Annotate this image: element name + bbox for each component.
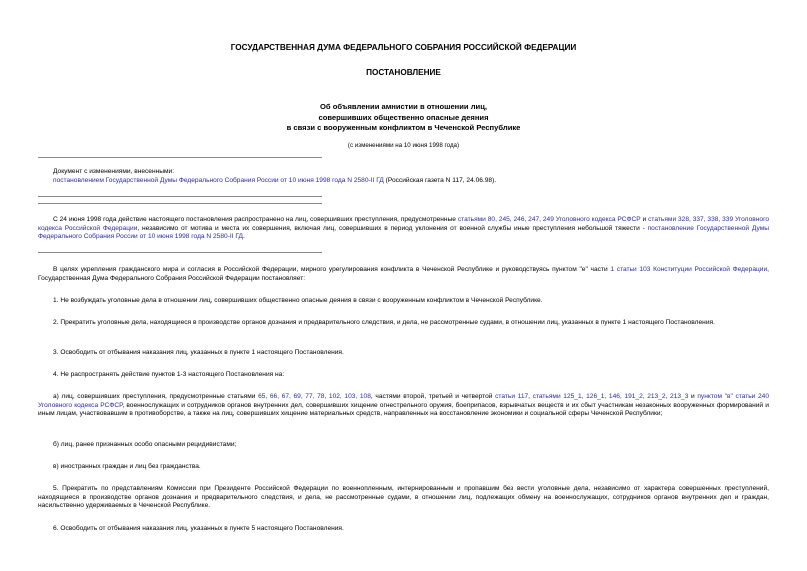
paragraph-4: 4. Не распространять действие пунктов 1-3 настоящего Постановления на:	[53, 371, 285, 378]
amendment-link[interactable]: постановление Государственной Думы Федерального Собрания России от 10 июня 1998 года N 2580-II ГД	[38, 224, 769, 241]
divider	[38, 196, 322, 197]
rf-articles-link[interactable]: статьями 328, 337, 338, 339 Уголовного кодекса Российской Федерации	[38, 216, 769, 232]
amendment-source: (Российская газета N 117, 24.06.98).	[383, 176, 497, 184]
amendment-link[interactable]: постановлением Государственной Думы Федерального Собрания России от 10 июня 1998 года N 2580-II ГД	[53, 176, 384, 184]
subparagraph-v: в) иностранных граждан и лиц без гражданства.	[53, 463, 201, 470]
constitution-link[interactable]: 1 статьи 103 Конституции Российской Федерации	[610, 266, 768, 273]
revision-note: (с изменениями на 10 июня 1998 года)	[347, 142, 460, 149]
extension-paragraph: С 24 июня 1998 года действие настоящего постановления распространено на лиц, совершивших преступления, предусмотренные статьями 80, 245, 246, 247, 249 Уголовного кодекса РСФСР и статьями 328, 337, 338, 339 Уголовного кодекса Российской Федерации, независимо от мотива и места их совершения, включая лиц, совершивших в период уклонения от военной службы иные преступления небольшой тяжести - постановление Государственной Думы Федерального Собрания России от 10 июня 1998 года N 2580-II ГД.	[38, 216, 769, 241]
articles-link[interactable]: статьями 125_1, 126_1, 146, 191_2, 213_2, 213_3	[532, 393, 689, 400]
document-type: ПОСТАНОВЛЕНИЕ	[366, 68, 441, 77]
subparagraph-b: б) лиц, ранее признанных особо опасными рецидивистами;	[53, 441, 237, 448]
articles-link[interactable]: 65, 66, 67, 69, 77, 78, 102, 103, 108	[258, 393, 371, 400]
article-240-link[interactable]: пунктом "в" статьи 240 Уголовного кодекса РСФСР	[38, 393, 769, 409]
preamble-paragraph: В целях укрепления гражданского мира и согласия в Российской Федерации, мирного урегулирования конфликта в Чеченской Республике и руководствуясь пунктом "е" части 1 статьи 103 Конституции Российской Федерации, Государственная Дума Федерального Собрания Российской Федерации постановляет:	[38, 266, 769, 282]
title-line: Об объявлении амнистии в отношении лиц,	[320, 102, 487, 111]
paragraph-5: 5. Прекратить по представлениям Комиссии при Президенте Российской Федерации по военнопленным, интернированным и пропавшим без вести уголовные дела, независимо от характера совершенных преступлений, находящиеся в производстве органов дознания и предварительного следствия, и дела, не рассмотренные судами, в отношении лиц, подлежащих обмену на военнослужащих, сотрудников органов внутренних дел и граждан, насильственно удерживаемых в Чеченской Республике.	[38, 485, 769, 510]
subparagraph-a: а) лиц, совершивших преступления, предусмотренные статьями 65, 66, 67, 69, 77, 78, 102, 103, 108, частями второй, третьей и четвертой статьи 117, статьями 125_1, 126_1, 146, 191_2, 213_2, 213_3 и пунктом "в" статьи 240 Уголовного кодекса РСФСР, военнослужащих и сотрудников органов внутренних дел, совершивших хищение огнестрельного оружия, боеприпасов, взрывчатых веществ и их сбыт участникам незаконных вооруженных формирований и иным лицам, участвовавшим в противоборстве, а также на лиц, совершивших хищение материальных средств, направленных на восстановление экономики и социальной сферы Чеченской Республики;	[38, 393, 769, 418]
title-line: совершивших общественно опасные деяния	[318, 112, 489, 122]
title-line: в связи с вооруженным конфликтом в Чеченской Республике	[286, 123, 521, 132]
issuing-authority: ГОСУДАРСТВЕННАЯ ДУМА ФЕДЕРАЛЬНОГО СОБРАНИЯ РОССИЙСКОЙ ФЕДЕРАЦИИ	[230, 43, 577, 52]
document-title	[0, 102, 807, 134]
changes-label: Документ с изменениями, внесенными:	[53, 168, 175, 175]
divider	[38, 252, 322, 253]
divider	[38, 157, 322, 158]
changes-entry	[53, 177, 769, 186]
paragraph-2: 2. Прекратить уголовные дела, находящиеся в производстве органов дознания и предварительного следствия, и дела, не рассмотренные судами, в отношении лиц, указанных в пункте 1 настоящего Постановления.	[53, 319, 715, 326]
article-117-link[interactable]: статьи 117	[495, 393, 529, 400]
rsfsr-articles-link[interactable]: статьями 80, 245, 246, 247, 249 Уголовного кодекса РСФСР	[457, 216, 641, 223]
paragraph-3: 3. Освободить от отбывания наказания лиц, указанных в пункте 1 настоящего Постановления.	[53, 349, 344, 356]
changes-block	[53, 168, 769, 185]
paragraph-6: 6. Освободить от отбывания наказания лиц, указанных в пункте 5 настоящего Постановления.	[53, 525, 344, 532]
divider	[38, 203, 322, 204]
paragraph-1: 1. Не возбуждать уголовные дела в отношении лиц, совершивших общественно опасные деяния в связи с вооруженным конфликтом в Чеченской Республике.	[53, 297, 543, 304]
